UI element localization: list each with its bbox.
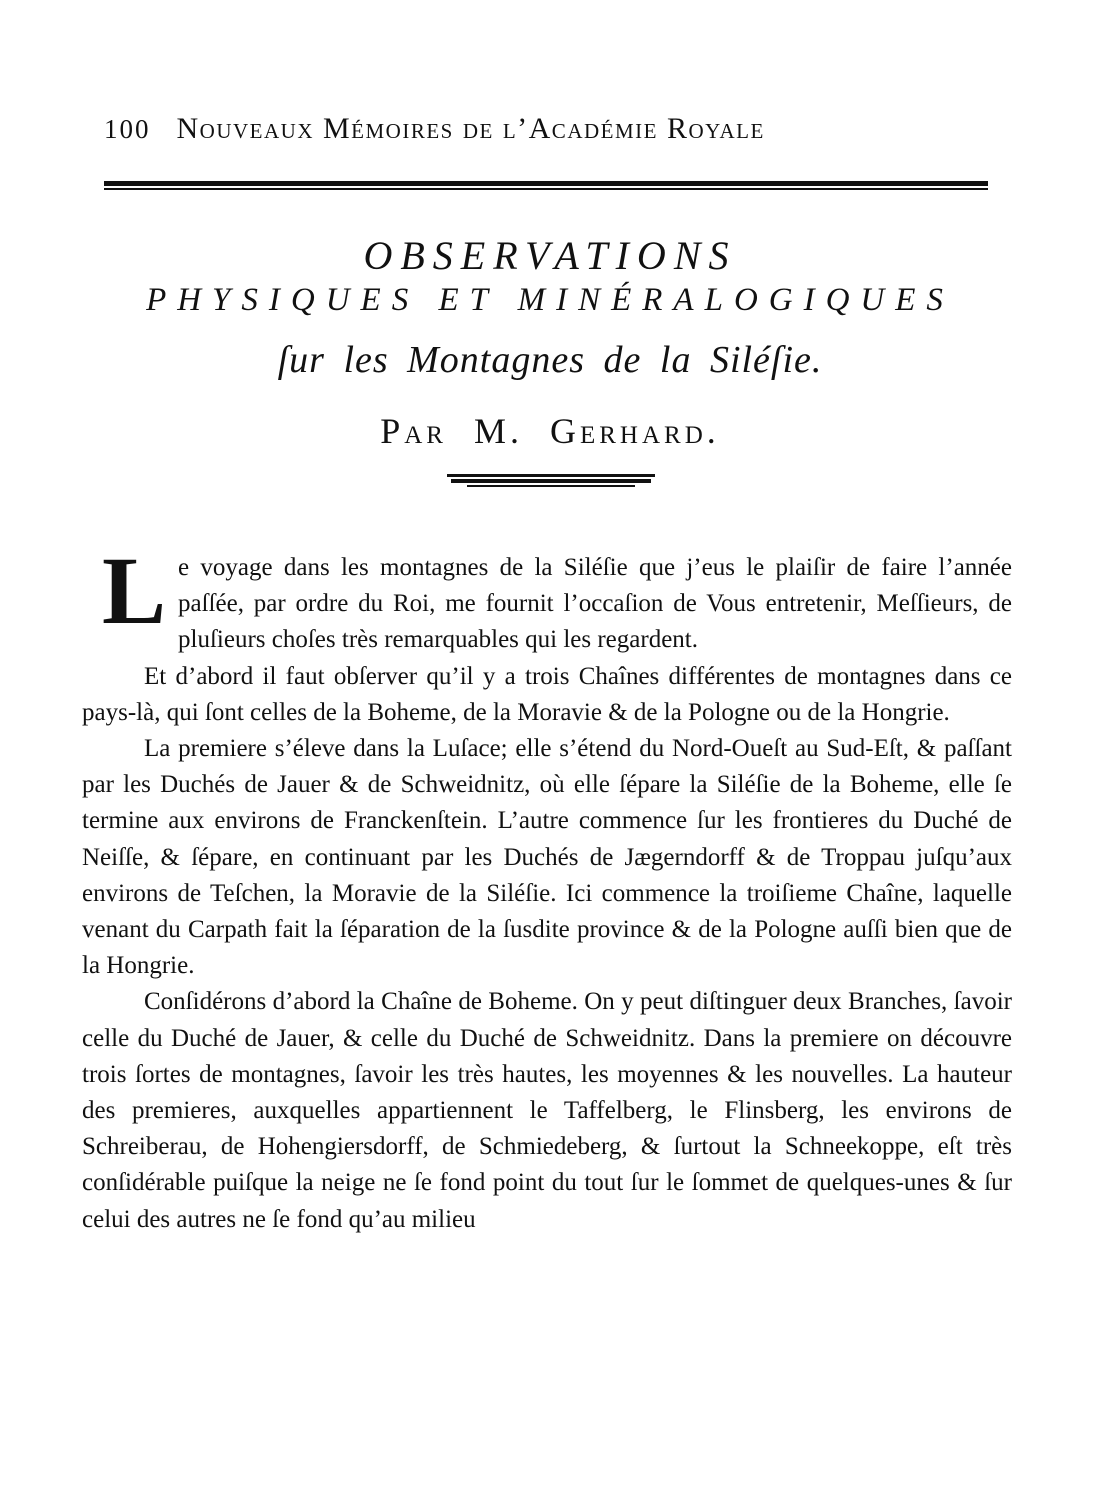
drop-cap: L [102,537,167,644]
article-title-line-2: PHYSIQUES ET MINÉRALOGIQUES [146,282,954,318]
paragraph-1-text: e voyage dans les montagnes de la Siléſie que j’eus le plaiſir de faire l’année paſſée, par ordre du Roi, me fournit l’occaſion de Vous entretenir, Meſſieurs, de pluſieurs choſes très remarquables qui les regardent. [178,554,1012,654]
journal-title: Nouveaux Mémoires de l’Académie Royale [176,112,765,145]
ornament-bar-3 [467,485,635,487]
header-rule-thick [104,181,988,186]
body-text [82,537,1012,1238]
title-ornament-rule [447,474,655,488]
header-rule-thin [104,188,988,190]
paragraph-3: La premiere s’éleve dans la Luſace; elle s’étend du Nord-Oueſt au Sud-Eſt, & paſſant par les Duchés de Jauer & de Schweidnitz, où elle ſépare la Siléſie de la Boheme, elle ſe termine aux environs de Franckenſtein. L’autre commence ſur les frontieres du Duché de Neiſſe, & ſépare, en continuant par les Duchés de Jægerndorff & de Troppau juſqu’aux environs de Teſchen, la Moravie de la Siléſie. Ici commence la troiſieme Chaîne, laquelle venant du Carpath fait la ſéparation de la ſusdite province & de la Pologne auſſi bien que de la Hongrie. [82,735,1012,980]
page-number: 100 [104,114,151,144]
author-byline: Par M. Gerhard. [380,411,720,451]
paragraph-1 [82,537,1012,659]
header-rule [104,181,988,190]
ornament-bar-1 [447,474,655,477]
paragraph-4: Conſidérons d’abord la Chaîne de Boheme. On y peut diſtinguer deux Branches, ſavoir celle du Duché de Jauer, & celle du Duché de Schweidnitz. Dans la premiere on découvre trois ſortes de montagnes, ſavoir les très hautes, les moyennes & les nouvelles. La hauteur des premieres, auxquelles appartiennent le Taffelberg, le Flinsberg, les environs de Schreiberau, de Hohengiersdorff, de Schmiedeberg, & ſurtout la Schneekoppe, eſt très conſidérable puiſque la neige ne ſe fond point du tout ſur le ſommet de quelques-unes & ſur celui des autres ne ſe fond qu’au milieu [82,988,1012,1233]
ornament-bar-2 [451,479,651,483]
article-title-line-1: OBSERVATIONS [363,233,737,278]
paragraph-2: Et d’abord il faut obſerver qu’il y a trois Chaînes différentes de montagnes dans ce pays-là, qui ſont celles de la Boheme, de la Moravie & de la Pologne ou de la Hongrie. [82,662,1012,726]
article-title-line-3: ſur les Montagnes de la Siléſie. [277,339,823,381]
running-head [104,112,944,152]
